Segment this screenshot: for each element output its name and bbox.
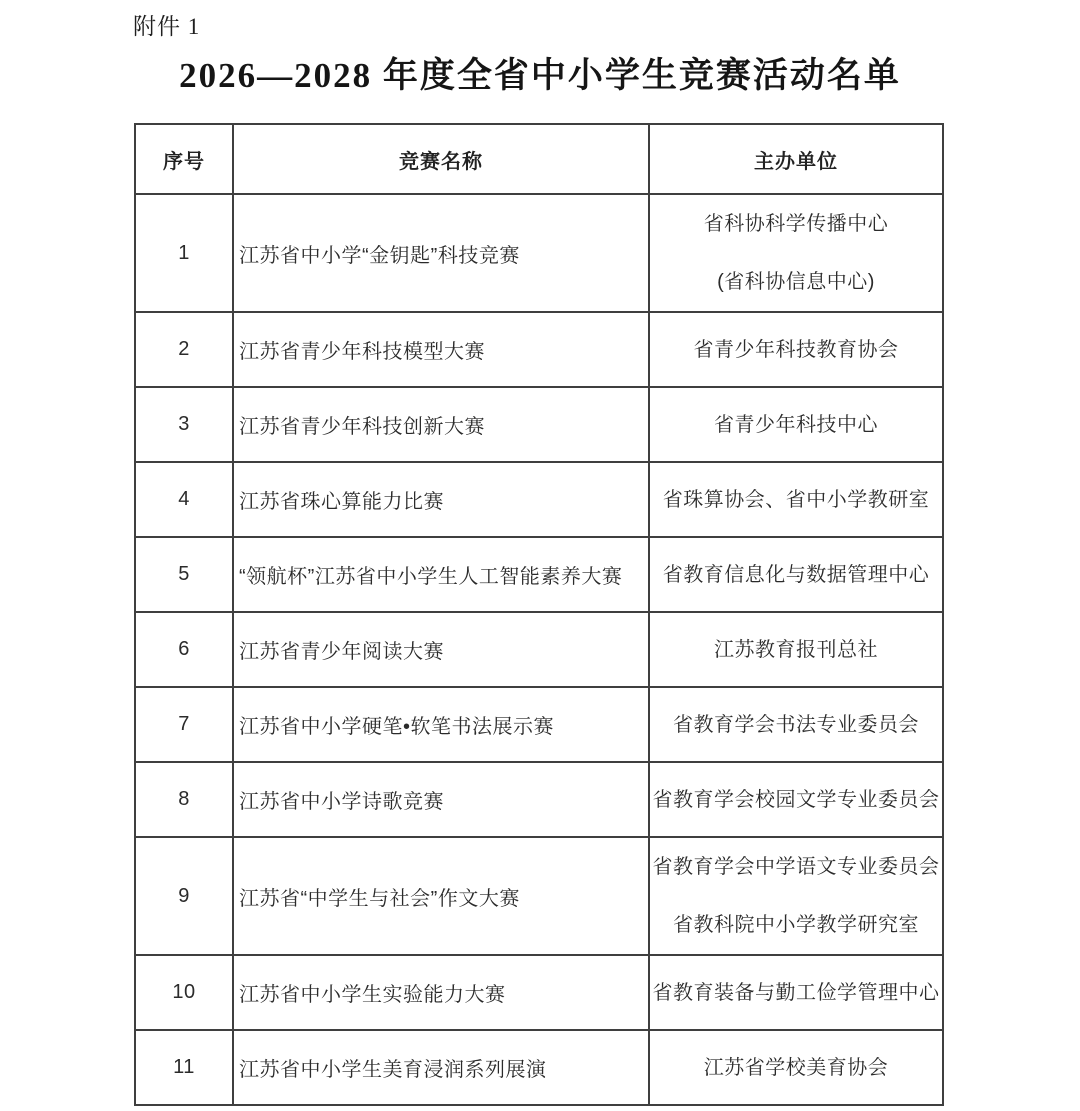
table-row: [135, 537, 943, 612]
table-row: [135, 1030, 943, 1105]
organizer-stack: [650, 538, 942, 611]
competition-name-cell: “领航杯”江苏省中小学生人工智能素养大赛: [233, 537, 649, 612]
organizer-cell: [649, 387, 943, 462]
organizer-stack: [650, 195, 942, 311]
organizer-stack: [650, 463, 942, 536]
row-number-cell: 3: [135, 387, 233, 462]
competition-name-cell: 江苏省青少年阅读大赛: [233, 612, 649, 687]
organizer-stack: [650, 1031, 942, 1104]
header-cell-no: 序号: [135, 124, 233, 194]
organizer-line: 省教育学会书法专业委员会: [673, 713, 919, 736]
table-row: [135, 194, 943, 312]
competition-table: [134, 123, 944, 1106]
competition-name-cell: 江苏省中小学诗歌竞赛: [233, 762, 649, 837]
competition-name-cell: 江苏省青少年科技创新大赛: [233, 387, 649, 462]
competition-name-cell: 江苏省珠心算能力比赛: [233, 462, 649, 537]
organizer-line: 省教育学会中学语文专业委员会: [652, 856, 940, 878]
table-header-row: [135, 124, 943, 194]
organizer-cell: [649, 1030, 943, 1105]
organizer-cell: [649, 312, 943, 387]
competition-name-cell: 江苏省中小学生实验能力大赛: [233, 955, 649, 1030]
row-number-cell: 9: [135, 837, 233, 955]
table-row: [135, 612, 943, 687]
organizer-line: 省珠算协会、省中小学教研室: [662, 488, 930, 511]
organizer-stack: [650, 688, 942, 761]
competition-name-cell: 江苏省青少年科技模型大赛: [233, 312, 649, 387]
organizer-cell: [649, 955, 943, 1030]
page-title: 2026—2028 年度全省中小学生竞赛活动名单: [179, 56, 901, 95]
row-number-cell: 2: [135, 312, 233, 387]
organizer-line: 省教育信息化与数据管理中心: [662, 563, 930, 586]
table-row: [135, 955, 943, 1030]
table-row: [135, 312, 943, 387]
attachment-label: 附件 1: [133, 14, 201, 39]
competition-name-cell: 江苏省中小学生美育浸润系列展演: [233, 1030, 649, 1105]
organizer-stack: [650, 388, 942, 461]
organizer-cell: [649, 687, 943, 762]
organizer-cell: [649, 762, 943, 837]
organizer-stack: [650, 313, 942, 386]
table-row: [135, 462, 943, 537]
organizer-cell: [649, 612, 943, 687]
table-row: [135, 762, 943, 837]
row-number-cell: 1: [135, 194, 233, 312]
organizer-stack: [650, 613, 942, 686]
organizer-line: 省青少年科技教育协会: [693, 338, 899, 361]
organizer-cell: [649, 837, 943, 955]
competition-name-cell: 江苏省“中学生与社会”作文大赛: [233, 837, 649, 955]
table-row: [135, 387, 943, 462]
organizer-line: (省科协信息中心): [717, 271, 875, 293]
row-number-cell: 8: [135, 762, 233, 837]
table-row: [135, 687, 943, 762]
organizer-line: 省青少年科技中心: [714, 413, 878, 436]
table-row: [135, 837, 943, 955]
row-number-cell: 5: [135, 537, 233, 612]
organizer-stack: [650, 838, 942, 954]
organizer-stack: [650, 763, 942, 836]
header-cell-competition-name: 竞赛名称: [233, 124, 649, 194]
competition-name-cell: 江苏省中小学“金钥匙”科技竞赛: [233, 194, 649, 312]
organizer-stack: [650, 956, 942, 1029]
organizer-line: 省科协科学传播中心: [703, 213, 889, 235]
row-number-cell: 11: [135, 1030, 233, 1105]
row-number-cell: 6: [135, 612, 233, 687]
row-number-cell: 7: [135, 687, 233, 762]
organizer-cell: [649, 194, 943, 312]
organizer-line: 江苏教育报刊总社: [714, 638, 878, 661]
organizer-line: 省教育装备与勤工俭学管理中心: [652, 981, 940, 1004]
organizer-cell: [649, 537, 943, 612]
row-number-cell: 10: [135, 955, 233, 1030]
organizer-cell: [649, 462, 943, 537]
row-number-cell: 4: [135, 462, 233, 537]
header-cell-organizer: 主办单位: [649, 124, 943, 194]
table-body: [135, 194, 943, 1105]
organizer-line: 省教育学会校园文学专业委员会: [652, 788, 940, 811]
competition-name-cell: 江苏省中小学硬笔•软笔书法展示赛: [233, 687, 649, 762]
organizer-line: 江苏省学校美育协会: [703, 1056, 889, 1079]
organizer-line: 省教科院中小学教学研究室: [673, 914, 919, 936]
